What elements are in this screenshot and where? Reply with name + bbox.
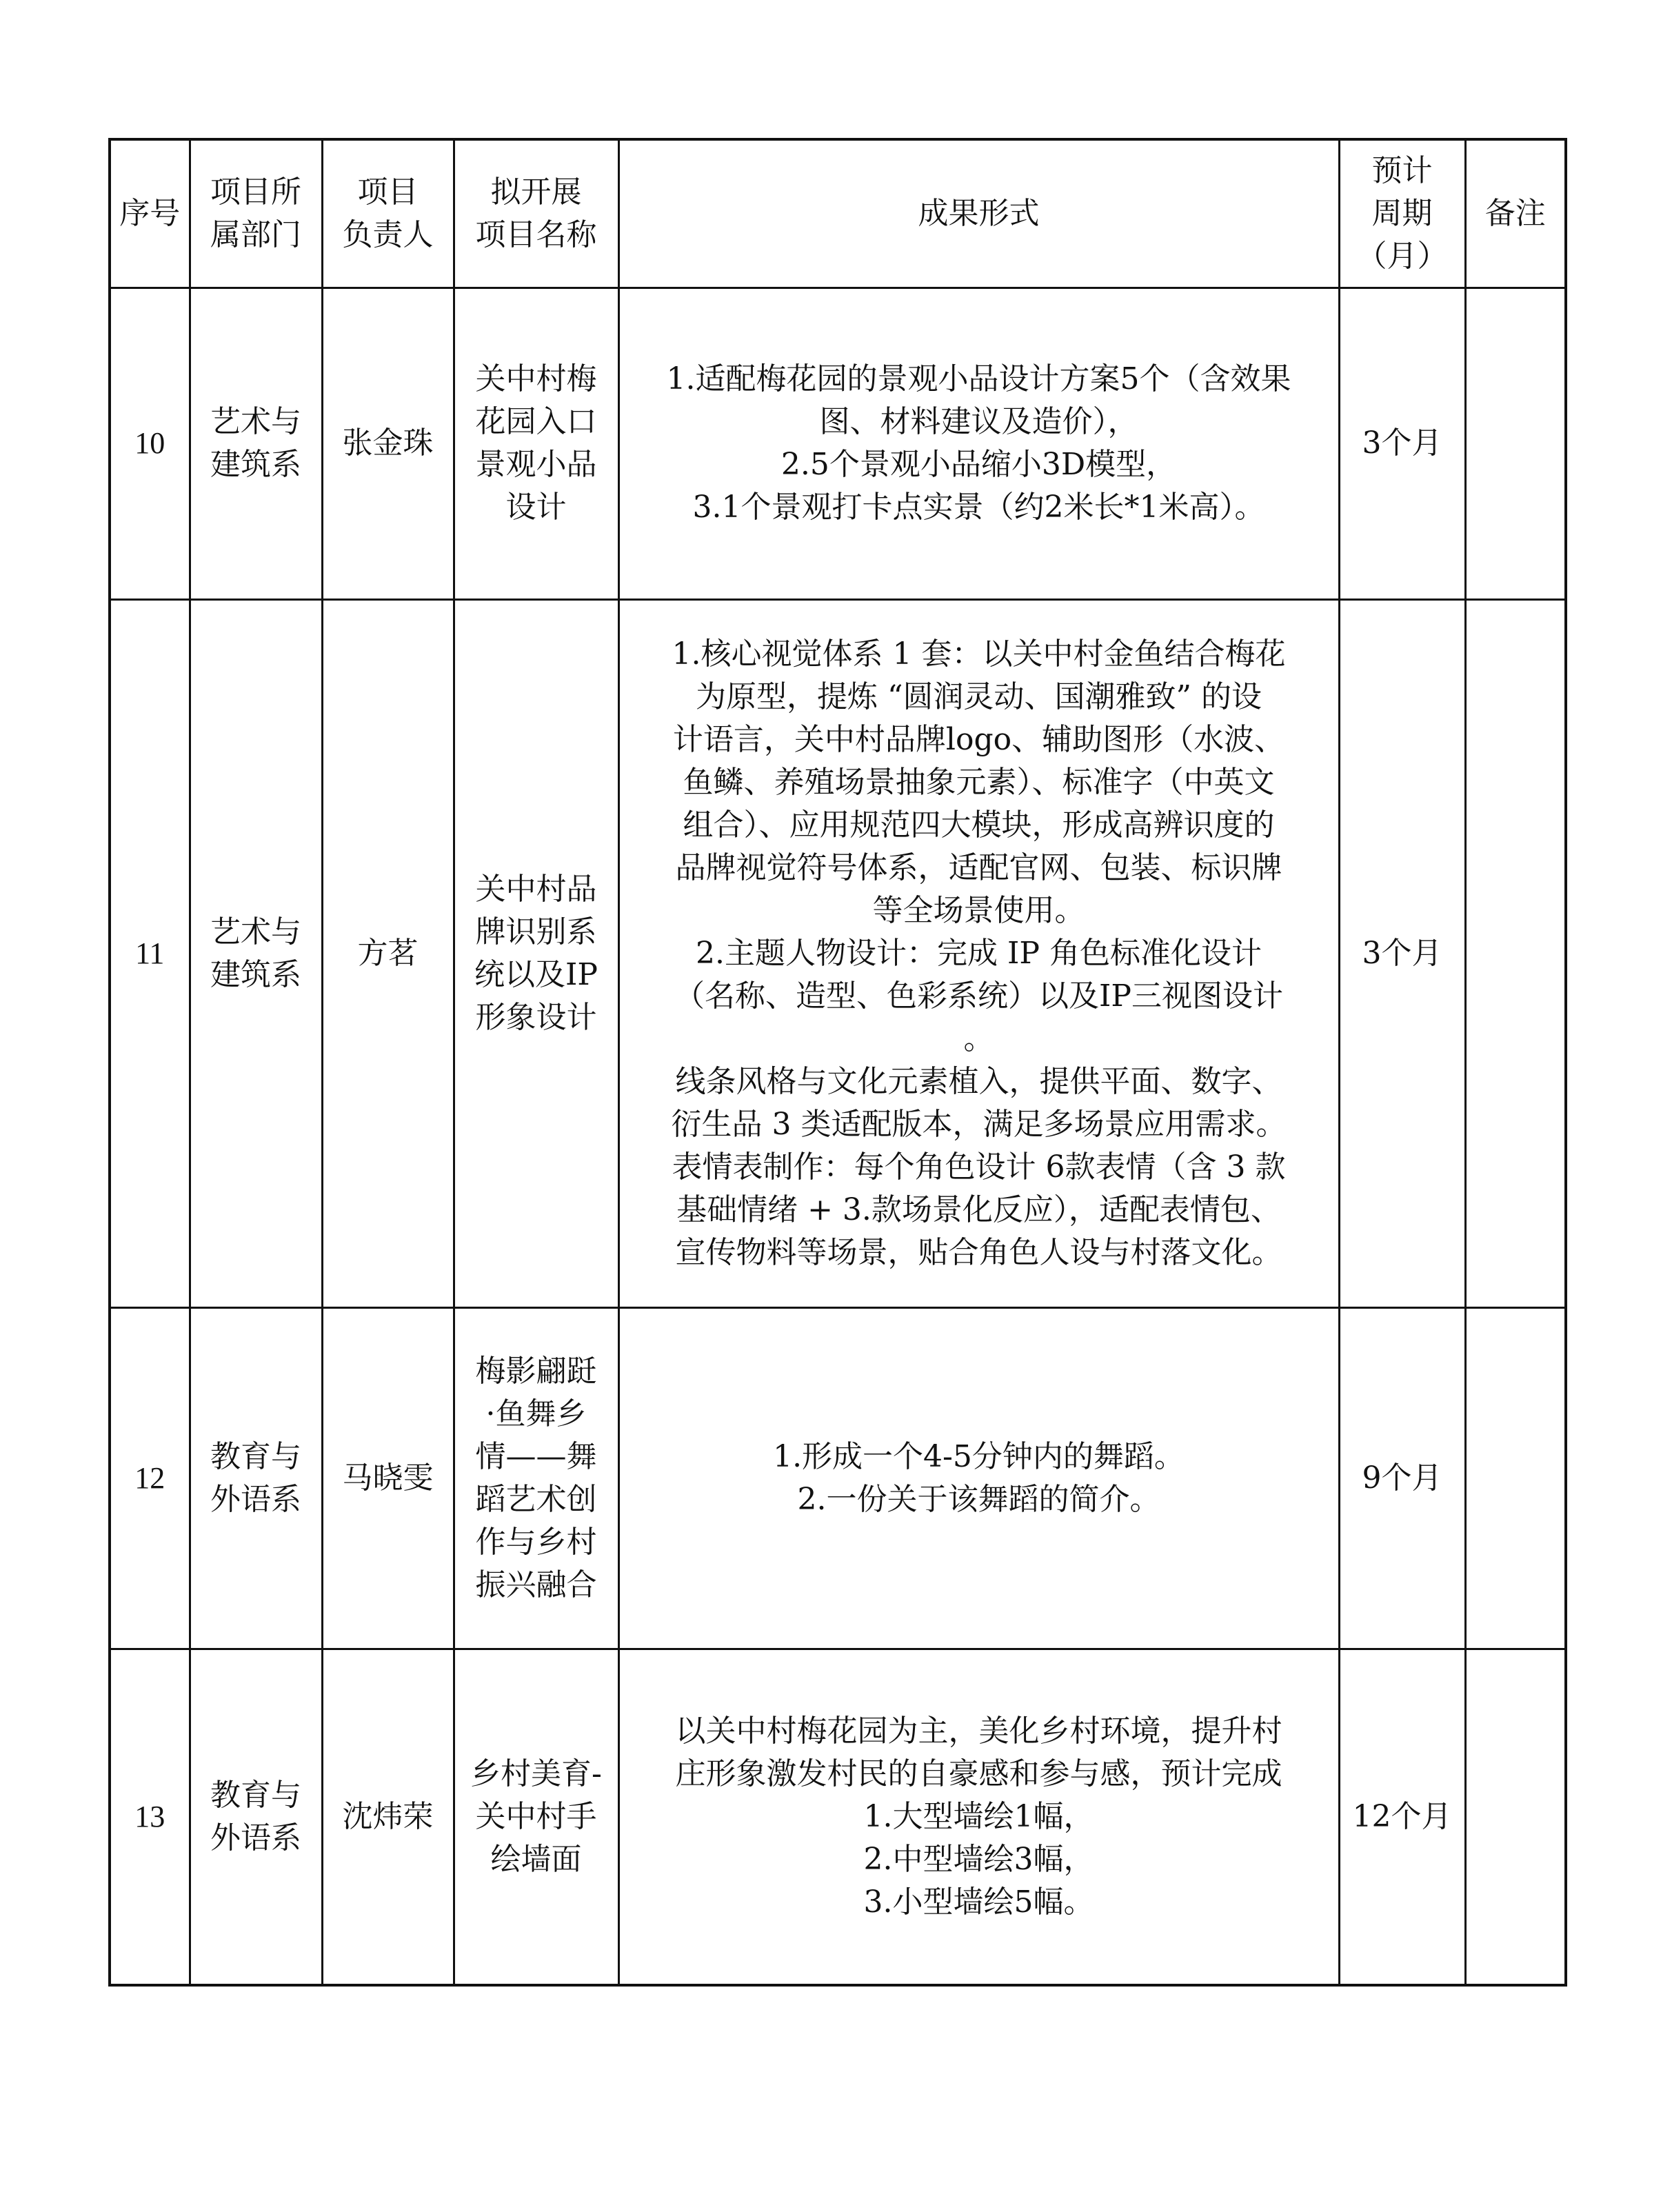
dept-line: 艺术与 (210, 914, 301, 949)
header-name-line: 拟开展 (490, 174, 582, 210)
header-leader-line: 负责人 (342, 217, 434, 252)
row-note (1465, 1307, 1566, 1649)
row-leader: 沈炜荣 (322, 1649, 454, 1985)
row-period: 12个月 (1339, 1649, 1465, 1985)
result-line: 宣传物料等场景，贴合角色人设与村落文化。 (675, 1234, 1282, 1270)
result-line: 等全场景使用。 (872, 892, 1085, 928)
result-line: 2.一份关于该舞蹈的简介。 (797, 1481, 1160, 1517)
result-line: 表情表制作：每个角色设计 6款表情（含 3 款 (672, 1149, 1286, 1185)
dept-line: 教育与 (210, 1438, 301, 1474)
result-line: 衍生品 3 类适配版本，满足多场景应用需求。 (671, 1106, 1287, 1142)
row-dept (190, 1307, 322, 1649)
header-period (1339, 139, 1465, 288)
name-line: 关中村手 (475, 1798, 597, 1834)
row-project-name (454, 1649, 618, 1985)
dept-line: 外语系 (210, 1481, 301, 1517)
header-leader (322, 139, 454, 288)
name-line: 景观小品 (475, 447, 597, 482)
row-period: 9个月 (1339, 1307, 1465, 1649)
result-line: 2.主题人物设计：完成 IP 角色标准化设计 (696, 935, 1262, 971)
dept-line: 教育与 (210, 1777, 301, 1813)
result-line: 计语言，关中村品牌logo、辅助图形（水波、 (672, 721, 1285, 757)
project-table (108, 138, 1567, 1987)
table-row (110, 1307, 1566, 1649)
name-line: 乡村美育- (470, 1756, 602, 1791)
name-line: ·鱼舞乡 (485, 1396, 587, 1431)
result-line: 为原型，提炼 “圆润灵动、国潮雅致” 的设 (696, 678, 1262, 714)
header-note: 备注 (1465, 139, 1566, 288)
header-period-line: 预计 (1371, 152, 1433, 188)
row-note (1465, 1649, 1566, 1985)
result-line: 线条风格与文化元素植入，提供平面、数字、 (675, 1063, 1282, 1099)
header-result: 成果形式 (618, 139, 1339, 288)
header-dept-line: 属部门 (210, 217, 301, 252)
row-project-name (454, 288, 618, 599)
row-result (618, 1307, 1339, 1649)
name-line: 关中村品 (475, 871, 597, 907)
result-line: 品牌视觉符号体系，适配官网、包装、标识牌 (675, 849, 1282, 885)
table-row (110, 599, 1566, 1307)
dept-line: 建筑系 (210, 956, 301, 992)
row-period: 3个月 (1339, 599, 1465, 1307)
row-result (618, 599, 1339, 1307)
header-period-line: （月） (1356, 238, 1448, 274)
row-leader: 马晓雯 (322, 1307, 454, 1649)
name-line: 作与乡村 (475, 1524, 597, 1560)
table-row (110, 1649, 1566, 1985)
result-line: 。 (963, 1020, 994, 1056)
name-line: 振兴融合 (475, 1567, 597, 1602)
header-dept-line: 项目所 (210, 174, 301, 210)
name-line: 梅影翩跹 (475, 1353, 597, 1389)
header-dept (190, 139, 322, 288)
result-line: 图、材料建议及造价）， (819, 404, 1138, 439)
row-dept (190, 288, 322, 599)
row-project-name (454, 599, 618, 1307)
row-seq: 12 (110, 1307, 190, 1649)
result-line: （名称、造型、色彩系统）以及IP三视图设计 (674, 978, 1283, 1014)
table-header-row (110, 139, 1566, 288)
table-row (110, 288, 1566, 599)
row-result (618, 288, 1339, 599)
name-line: 情——舞 (475, 1438, 597, 1474)
result-line: 1.大型墙绘1幅， (863, 1798, 1094, 1834)
header-leader-line: 项目 (357, 174, 419, 210)
result-line: 2.中型墙绘3幅， (863, 1841, 1094, 1877)
result-line: 组合）、应用规范四大模块，形成高辨识度的 (683, 807, 1275, 843)
result-line: 2.5个景观小品缩小3D模型， (780, 447, 1177, 482)
row-note (1465, 599, 1566, 1307)
row-leader: 方茗 (322, 599, 454, 1307)
header-name-line: 项目名称 (475, 217, 597, 252)
result-line: 1.适配梅花园的景观小品设计方案5个（含效果 (666, 361, 1291, 396)
name-line: 形象设计 (475, 999, 597, 1035)
row-seq: 10 (110, 288, 190, 599)
name-line: 蹈艺术创 (475, 1481, 597, 1517)
row-seq: 11 (110, 599, 190, 1307)
row-dept (190, 1649, 322, 1985)
name-line: 花园入口 (475, 404, 597, 439)
header-period-line: 周期 (1371, 195, 1433, 231)
dept-line: 建筑系 (210, 447, 301, 482)
result-line: 基础情绪 + 3.款场景化反应），适配表情包、 (676, 1192, 1281, 1227)
row-dept (190, 599, 322, 1307)
name-line: 统以及IP (474, 956, 598, 992)
result-line: 1.核心视觉体系 1 套：以关中村金鱼结合梅花 (672, 636, 1286, 672)
row-result (618, 1649, 1339, 1985)
result-line: 3.1个景观打卡点实景（约2米长*1米高）。 (692, 490, 1265, 525)
result-line: 庄形象激发村民的自豪感和参与感，预计完成 (675, 1756, 1282, 1791)
row-note (1465, 288, 1566, 599)
result-line: 1.形成一个4-5分钟内的舞蹈。 (773, 1438, 1185, 1474)
row-leader: 张金珠 (322, 288, 454, 599)
dept-line: 外语系 (210, 1820, 301, 1856)
name-line: 设计 (505, 490, 567, 525)
result-line: 鱼鳞、养殖场景抽象元素）、标准字（中英文 (683, 764, 1275, 800)
result-line: 3.小型墙绘5幅。 (863, 1884, 1094, 1920)
header-seq: 序号 (110, 139, 190, 288)
row-seq: 13 (110, 1649, 190, 1985)
result-line: 以关中村梅花园为主，美化乡村环境，提升村 (675, 1713, 1282, 1749)
row-period: 3个月 (1339, 288, 1465, 599)
dept-line: 艺术与 (210, 404, 301, 439)
name-line: 关中村梅 (475, 361, 597, 396)
row-project-name (454, 1307, 618, 1649)
name-line: 牌识别系 (475, 914, 597, 949)
header-project-name (454, 139, 618, 288)
name-line: 绘墙面 (490, 1841, 582, 1877)
